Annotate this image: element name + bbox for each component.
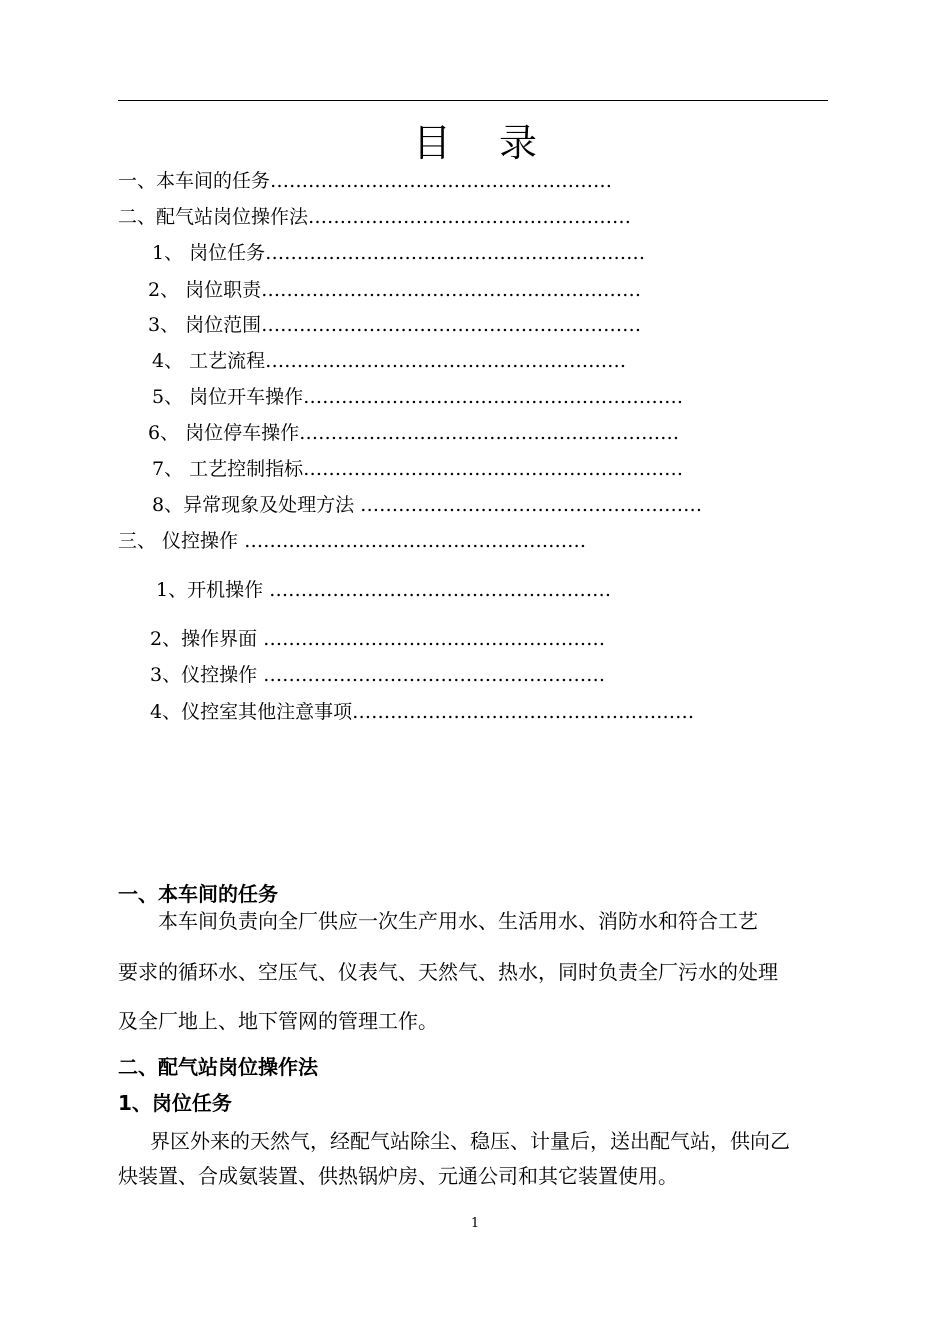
toc-entry-label: 2、操作界面 [150, 628, 264, 650]
toc-leader: ……………………………………………… [244, 530, 587, 552]
paragraph-line: 要求的循环水、空压气、仪表气、天然气、热水，同时负责全厂污水的处理 [118, 960, 778, 984]
toc-entry-label: 3、仪控操作 [150, 664, 264, 686]
toc-entry[interactable] [150, 626, 605, 652]
toc-leader: …………………………………………………… [303, 458, 684, 480]
toc-entry[interactable] [150, 699, 694, 725]
toc-leader: …………………………………………………… [261, 314, 642, 336]
toc-entry[interactable] [152, 456, 683, 482]
toc-entry[interactable] [118, 528, 586, 554]
toc-entry[interactable] [156, 577, 611, 603]
toc-entry-label: 1、开机操作 [156, 579, 270, 601]
toc-entry[interactable] [118, 168, 612, 194]
toc-entry[interactable] [152, 348, 626, 374]
toc-leader: ……………………………………………… [360, 494, 703, 516]
toc-leader: …………………………………………………… [261, 279, 642, 301]
paragraph-line: 炔装置、合成氨装置、供热锅炉房、元通公司和其它装置使用。 [118, 1164, 678, 1188]
toc-leader: ……………………………………………… [263, 628, 606, 650]
toc-entry[interactable] [148, 277, 641, 303]
toc-entry[interactable] [148, 420, 679, 446]
toc-entry-label: 二、配气站岗位操作法 [118, 206, 309, 228]
toc-leader: ………………………………………………… [265, 350, 627, 372]
toc-leader: ……………………………………………… [352, 701, 695, 723]
header-rule [118, 100, 828, 101]
toc-leader: ……………………………………………… [269, 579, 612, 601]
toc-entry-label: 6、 岗位停车操作 [148, 422, 300, 444]
paragraph-line: 本车间负责向全厂供应一次生产用水、生活用水、消防水和符合工艺 [158, 909, 758, 933]
toc-title-char-2: 录 [499, 121, 538, 165]
toc-leader: …………………………………………………… [265, 242, 646, 264]
toc-leader: …………………………………………………… [303, 386, 684, 408]
page-number: 1 [470, 1216, 480, 1231]
toc-entry-label: 2、 岗位职责 [148, 279, 262, 301]
toc-entry[interactable] [118, 204, 631, 230]
toc-entry[interactable] [150, 662, 605, 688]
toc-leader: …………………………………………… [308, 206, 632, 228]
toc-entry[interactable] [148, 312, 641, 338]
toc-entry-label: 7、 工艺控制指标 [152, 458, 304, 480]
toc-leader: ……………………………………………… [270, 170, 613, 192]
paragraph-line: 及全厂地上、地下管网的管理工作。 [118, 1009, 438, 1033]
toc-leader: …………………………………………………… [299, 422, 680, 444]
toc-entry-label: 一、本车间的任务 [118, 170, 271, 192]
toc-entry[interactable] [152, 384, 683, 410]
toc-entry-label: 5、 岗位开车操作 [152, 386, 304, 408]
toc-leader: ……………………………………………… [263, 664, 606, 686]
paragraph-line: 界区外来的天然气，经配气站除尘、稳压、计量后，送出配气站，供向乙 [150, 1129, 790, 1153]
toc-entry-label: 4、 工艺流程 [152, 350, 266, 372]
section-heading: 二、配气站岗位操作法 [118, 1055, 318, 1079]
toc-title-char-1: 目 [412, 121, 451, 165]
section-heading: 一、本车间的任务 [118, 882, 278, 906]
toc-entry-label: 三、 仪控操作 [118, 530, 245, 552]
toc-entry-label: 1、 岗位任务 [152, 242, 266, 264]
toc-entry[interactable] [152, 492, 702, 518]
toc-entry-label: 3、 岗位范围 [148, 314, 262, 336]
toc-entry[interactable] [152, 240, 645, 266]
toc-entry-label: 8、异常现象及处理方法 [152, 494, 361, 516]
toc-title [0, 120, 950, 166]
subsection-heading: 1、岗位任务 [118, 1091, 232, 1115]
toc-entry-label: 4、仪控室其他注意事项 [150, 701, 353, 723]
